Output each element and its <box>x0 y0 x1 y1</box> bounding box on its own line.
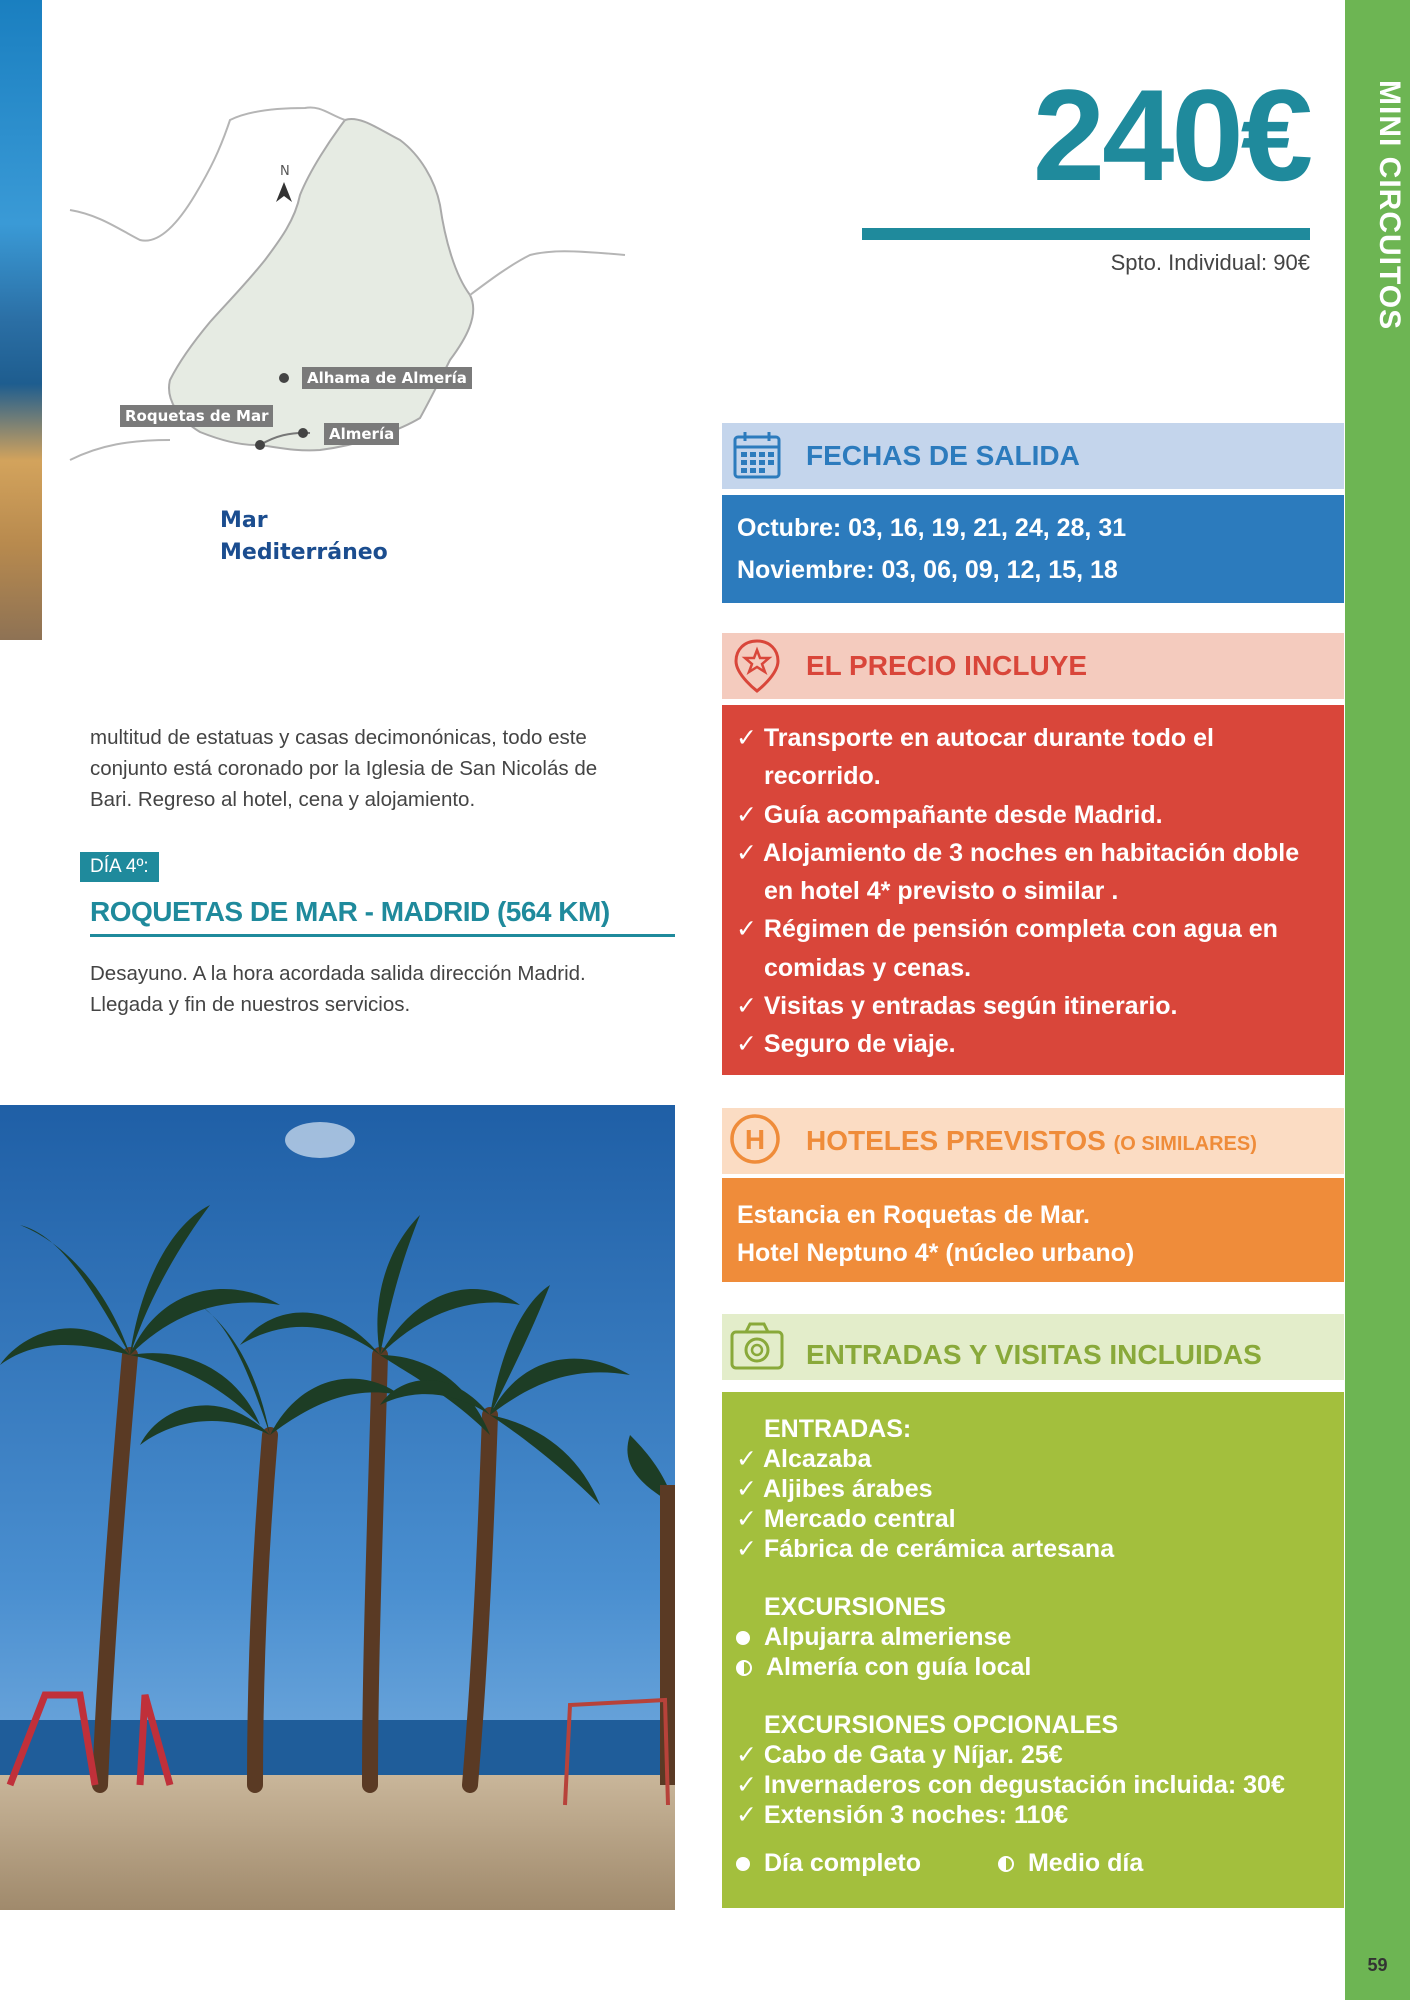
hotels-title <box>806 1108 1257 1177</box>
paragraph-line: multitud de estatuas y casas decimonónicas, todo este <box>90 726 587 749</box>
legend <box>736 1848 1330 1878</box>
coast-line-west <box>70 440 170 460</box>
entry-item: ✓ Aljibes árabes <box>736 1475 933 1503</box>
star-badge-icon <box>728 637 786 695</box>
optional-excursions-heading: EXCURSIONES OPCIONALES <box>764 1711 1119 1739</box>
entry-item: ✓ Fábrica de cerámica artesana <box>736 1535 1115 1563</box>
legend-full-day: Día completo <box>764 1849 921 1877</box>
visits-body <box>722 1392 1344 1908</box>
included-item: ✓ Visitas y entradas según itinerario. <box>736 992 1178 1021</box>
paragraph-line: conjunto está coronado por la Iglesia de San Nicolás de <box>90 757 598 780</box>
section-tab-label: MINI CIRCUITOS <box>1373 80 1406 331</box>
entry-item: ✓ Alcazaba <box>736 1445 872 1473</box>
included-item: ✓ Alojamiento de 3 noches en habitación doble en hotel 4* previsto o similar . <box>736 838 1300 906</box>
hotels-body <box>722 1178 1344 1282</box>
itinerary-continuation <box>90 722 675 815</box>
hotels-title-text: HOTELES PREVISTOS <box>806 1125 1106 1156</box>
departure-dates-body <box>722 495 1344 603</box>
day4-description <box>90 958 675 1020</box>
paragraph-line: Llegada y fin de nuestros servicios. <box>90 993 411 1016</box>
excursion-item <box>736 1622 1330 1652</box>
city-label-almeria: Almería <box>324 423 399 445</box>
city-marker-alhama <box>279 373 289 383</box>
svg-text:H: H <box>744 1124 766 1155</box>
compass-arrow-icon <box>276 182 292 202</box>
entries-heading: ENTRADAS: <box>764 1415 912 1443</box>
compass-label: N <box>280 164 290 179</box>
excursions-heading: EXCURSIONES <box>764 1593 946 1621</box>
price-includes-body <box>722 705 1344 1075</box>
departure-dates-title: FECHAS DE SALIDA <box>806 440 1080 471</box>
included-item: ✓ Guía acompañante desde Madrid. <box>736 800 1163 829</box>
included-item: ✓ Seguro de viaje. <box>736 1030 956 1059</box>
single-supplement: Spto. Individual: 90€ <box>1110 250 1310 275</box>
beach-palm-photo <box>0 1105 675 1910</box>
hotel-line: Estancia en Roquetas de Mar. <box>737 1201 1090 1229</box>
border-line-east <box>470 251 625 295</box>
province-shape <box>169 119 473 450</box>
full-day-dot-icon <box>736 1631 750 1645</box>
date-line: Noviembre: 03, 06, 09, 12, 15, 18 <box>737 556 1118 584</box>
half-day-dot-icon <box>736 1660 752 1676</box>
excursion-label: Alpujarra almeriense <box>764 1623 1012 1651</box>
included-item: ✓ Transporte en autocar durante todo el recorrido. <box>736 724 1214 791</box>
paragraph-line: Desayuno. A la hora acordada salida dirección Madrid. <box>90 962 586 985</box>
calendar-icon <box>728 427 786 485</box>
excursion-label: Almería con guía local <box>766 1653 1032 1681</box>
optional-item: ✓ Extensión 3 noches: 110€ <box>736 1801 1069 1829</box>
beach-illustration <box>0 1105 675 1910</box>
city-marker-almeria <box>298 428 308 438</box>
camera-icon <box>728 1318 786 1376</box>
full-day-dot-icon <box>736 1857 750 1871</box>
day4-title: ROQUETAS DE MAR - MADRID (564 KM) <box>90 896 675 937</box>
paragraph-line: Bari. Regreso al hotel, cena y alojamiento. <box>90 788 476 811</box>
sea-label-line: Mar <box>220 508 268 533</box>
sea-label <box>220 505 388 569</box>
visits-title: ENTRADAS Y VISITAS INCLUIDAS <box>806 1339 1262 1370</box>
hotels-title-suffix: (O SIMILARES) <box>1113 1133 1257 1155</box>
price-includes-title: EL PRECIO INCLUYE <box>806 650 1088 681</box>
entry-item: ✓ Mercado central <box>736 1505 956 1533</box>
city-label-roquetas: Roquetas de Mar <box>120 405 273 427</box>
included-item: ✓ Régimen de pensión completa con agua en comidas y cenas. <box>736 915 1278 982</box>
price-amount: 240€ <box>1032 62 1310 208</box>
day4-badge: DÍA 4º: <box>80 852 159 882</box>
optional-item: ✓ Cabo de Gata y Níjar. 25€ <box>736 1741 1063 1769</box>
sea-label-line: Mediterráneo <box>220 540 388 565</box>
city-marker-roquetas <box>255 440 265 450</box>
hotel-line: Hotel Neptuno 4* (núcleo urbano) <box>737 1239 1135 1267</box>
half-day-dot-icon <box>998 1856 1014 1872</box>
city-label-alhama: Alhama de Almería <box>302 367 472 389</box>
beach-photo-strip <box>0 0 42 640</box>
excursion-item <box>736 1652 1330 1682</box>
hotel-icon <box>728 1112 786 1170</box>
legend-half-day: Medio día <box>1027 1849 1144 1877</box>
date-line: Octubre: 03, 16, 19, 21, 24, 28, 31 <box>737 514 1127 542</box>
page-number: 59 <box>1367 1955 1388 1975</box>
optional-item: ✓ Invernaderos con degustación incluida: 30€ <box>736 1771 1285 1799</box>
price-divider <box>862 228 1310 240</box>
